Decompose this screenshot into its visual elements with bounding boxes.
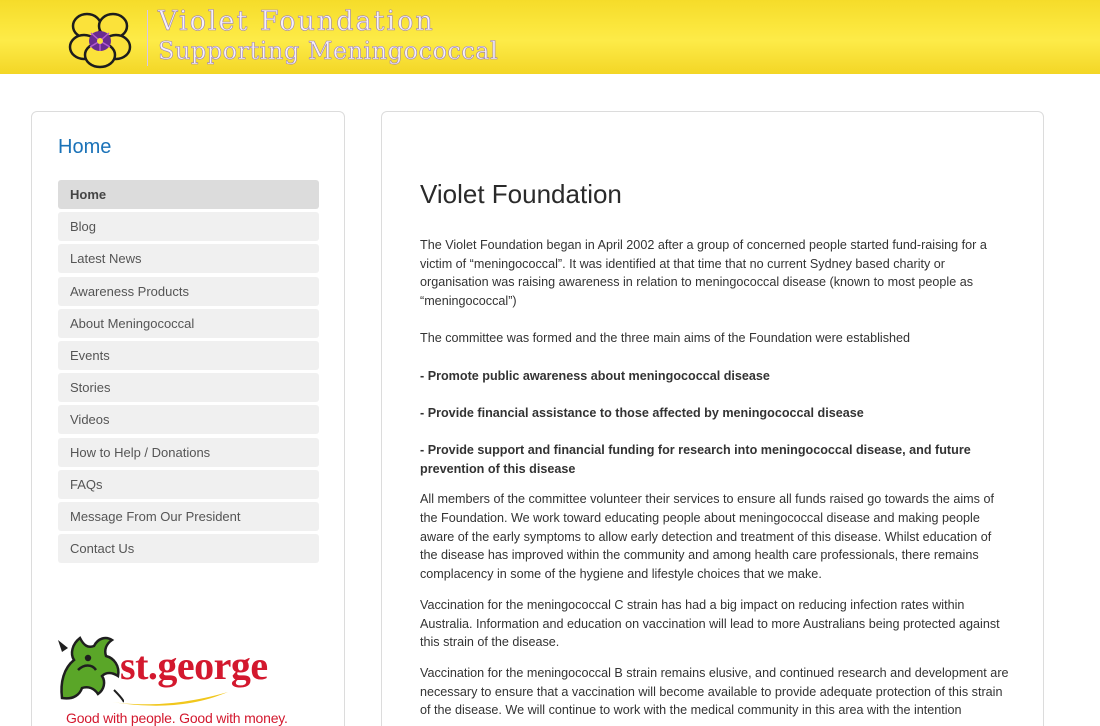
sidebar-title: Home <box>58 136 112 158</box>
sidebar-item-faqs[interactable]: FAQs <box>58 470 319 499</box>
sidebar <box>31 111 345 726</box>
vaccination-c-paragraph: Vaccination for the meningococcal C strain has had a big impact on reducing infection rates within Australia. Information and education on vaccination will lead to more Australians being protected against this strain of the disease. <box>420 597 1000 650</box>
intro-paragraph: The Violet Foundation began in April 2002 after a group of concerned people started fund-raising for a victim of “meningococcal”. It was identified at that time that no current Sydney based charity or organisation was raising awareness in relation to meningococcal disease (known to most people as “meningococcal”) <box>420 238 987 309</box>
sponsor-name: st.george <box>120 643 268 688</box>
sidebar-item-contact[interactable]: Contact Us <box>58 534 319 563</box>
sidebar-item-events[interactable]: Events <box>58 341 319 370</box>
aim-research: - Provide support and financial funding for research into meningococcal disease, and future prevention of this disease <box>420 442 971 476</box>
violet-flower-icon[interactable] <box>64 6 136 70</box>
sponsor-tagline: Good with people. Good with money. <box>66 710 288 726</box>
sidebar-item-donations[interactable]: How to Help / Donations <box>58 438 319 467</box>
sidebar-item-latest-news[interactable]: Latest News <box>58 244 319 273</box>
sidebar-item-about-meningococcal[interactable]: About Meningococcal <box>58 309 319 338</box>
site-header <box>0 0 1100 74</box>
sidebar-item-stories[interactable]: Stories <box>58 373 319 402</box>
sponsor-swoosh <box>110 686 230 708</box>
page-title: Violet Foundation <box>420 179 622 209</box>
logo-divider <box>147 10 148 66</box>
sidebar-item-president-message[interactable]: Message From Our President <box>58 502 319 531</box>
sponsor-logo[interactable] <box>54 632 304 726</box>
main-content <box>381 111 1044 726</box>
vaccination-b-paragraph: Vaccination for the meningococcal B strain remains elusive, and continued research and development are necessary to ensure that a vaccination will become available to provide adequate protection of this strain of the disease. We will continue to work with the medical community in this area with the intention <box>420 665 1009 718</box>
committee-paragraph: The committee was formed and the three main aims of the Foundation were established <box>420 331 911 346</box>
site-title[interactable]: Violet Foundation <box>158 6 435 37</box>
aim-awareness: - Promote public awareness about meningococcal disease <box>420 368 770 383</box>
sidebar-item-home[interactable]: Home <box>58 180 319 209</box>
site-subtitle: Supporting Meningococcal <box>158 37 499 65</box>
aim-financial-assistance: - Provide financial assistance to those affected by meningococcal disease <box>420 405 864 420</box>
sidebar-item-videos[interactable]: Videos <box>58 405 319 434</box>
sidebar-nav <box>58 180 319 566</box>
volunteer-paragraph: All members of the committee volunteer their services to ensure all funds raised go towards the aims of the Foundation. We work toward educating people about meningococcal disease and making people aware of the early symptoms to allow early detection and treatment of this disease. Whilst education of the disease has improved within the community and among health care professionals, there remains complacency in some of the hygiene and lifestyle choices that we make. <box>420 492 994 582</box>
article-body <box>420 236 1010 726</box>
sidebar-item-awareness-products[interactable]: Awareness Products <box>58 277 319 306</box>
sidebar-item-blog[interactable]: Blog <box>58 212 319 241</box>
